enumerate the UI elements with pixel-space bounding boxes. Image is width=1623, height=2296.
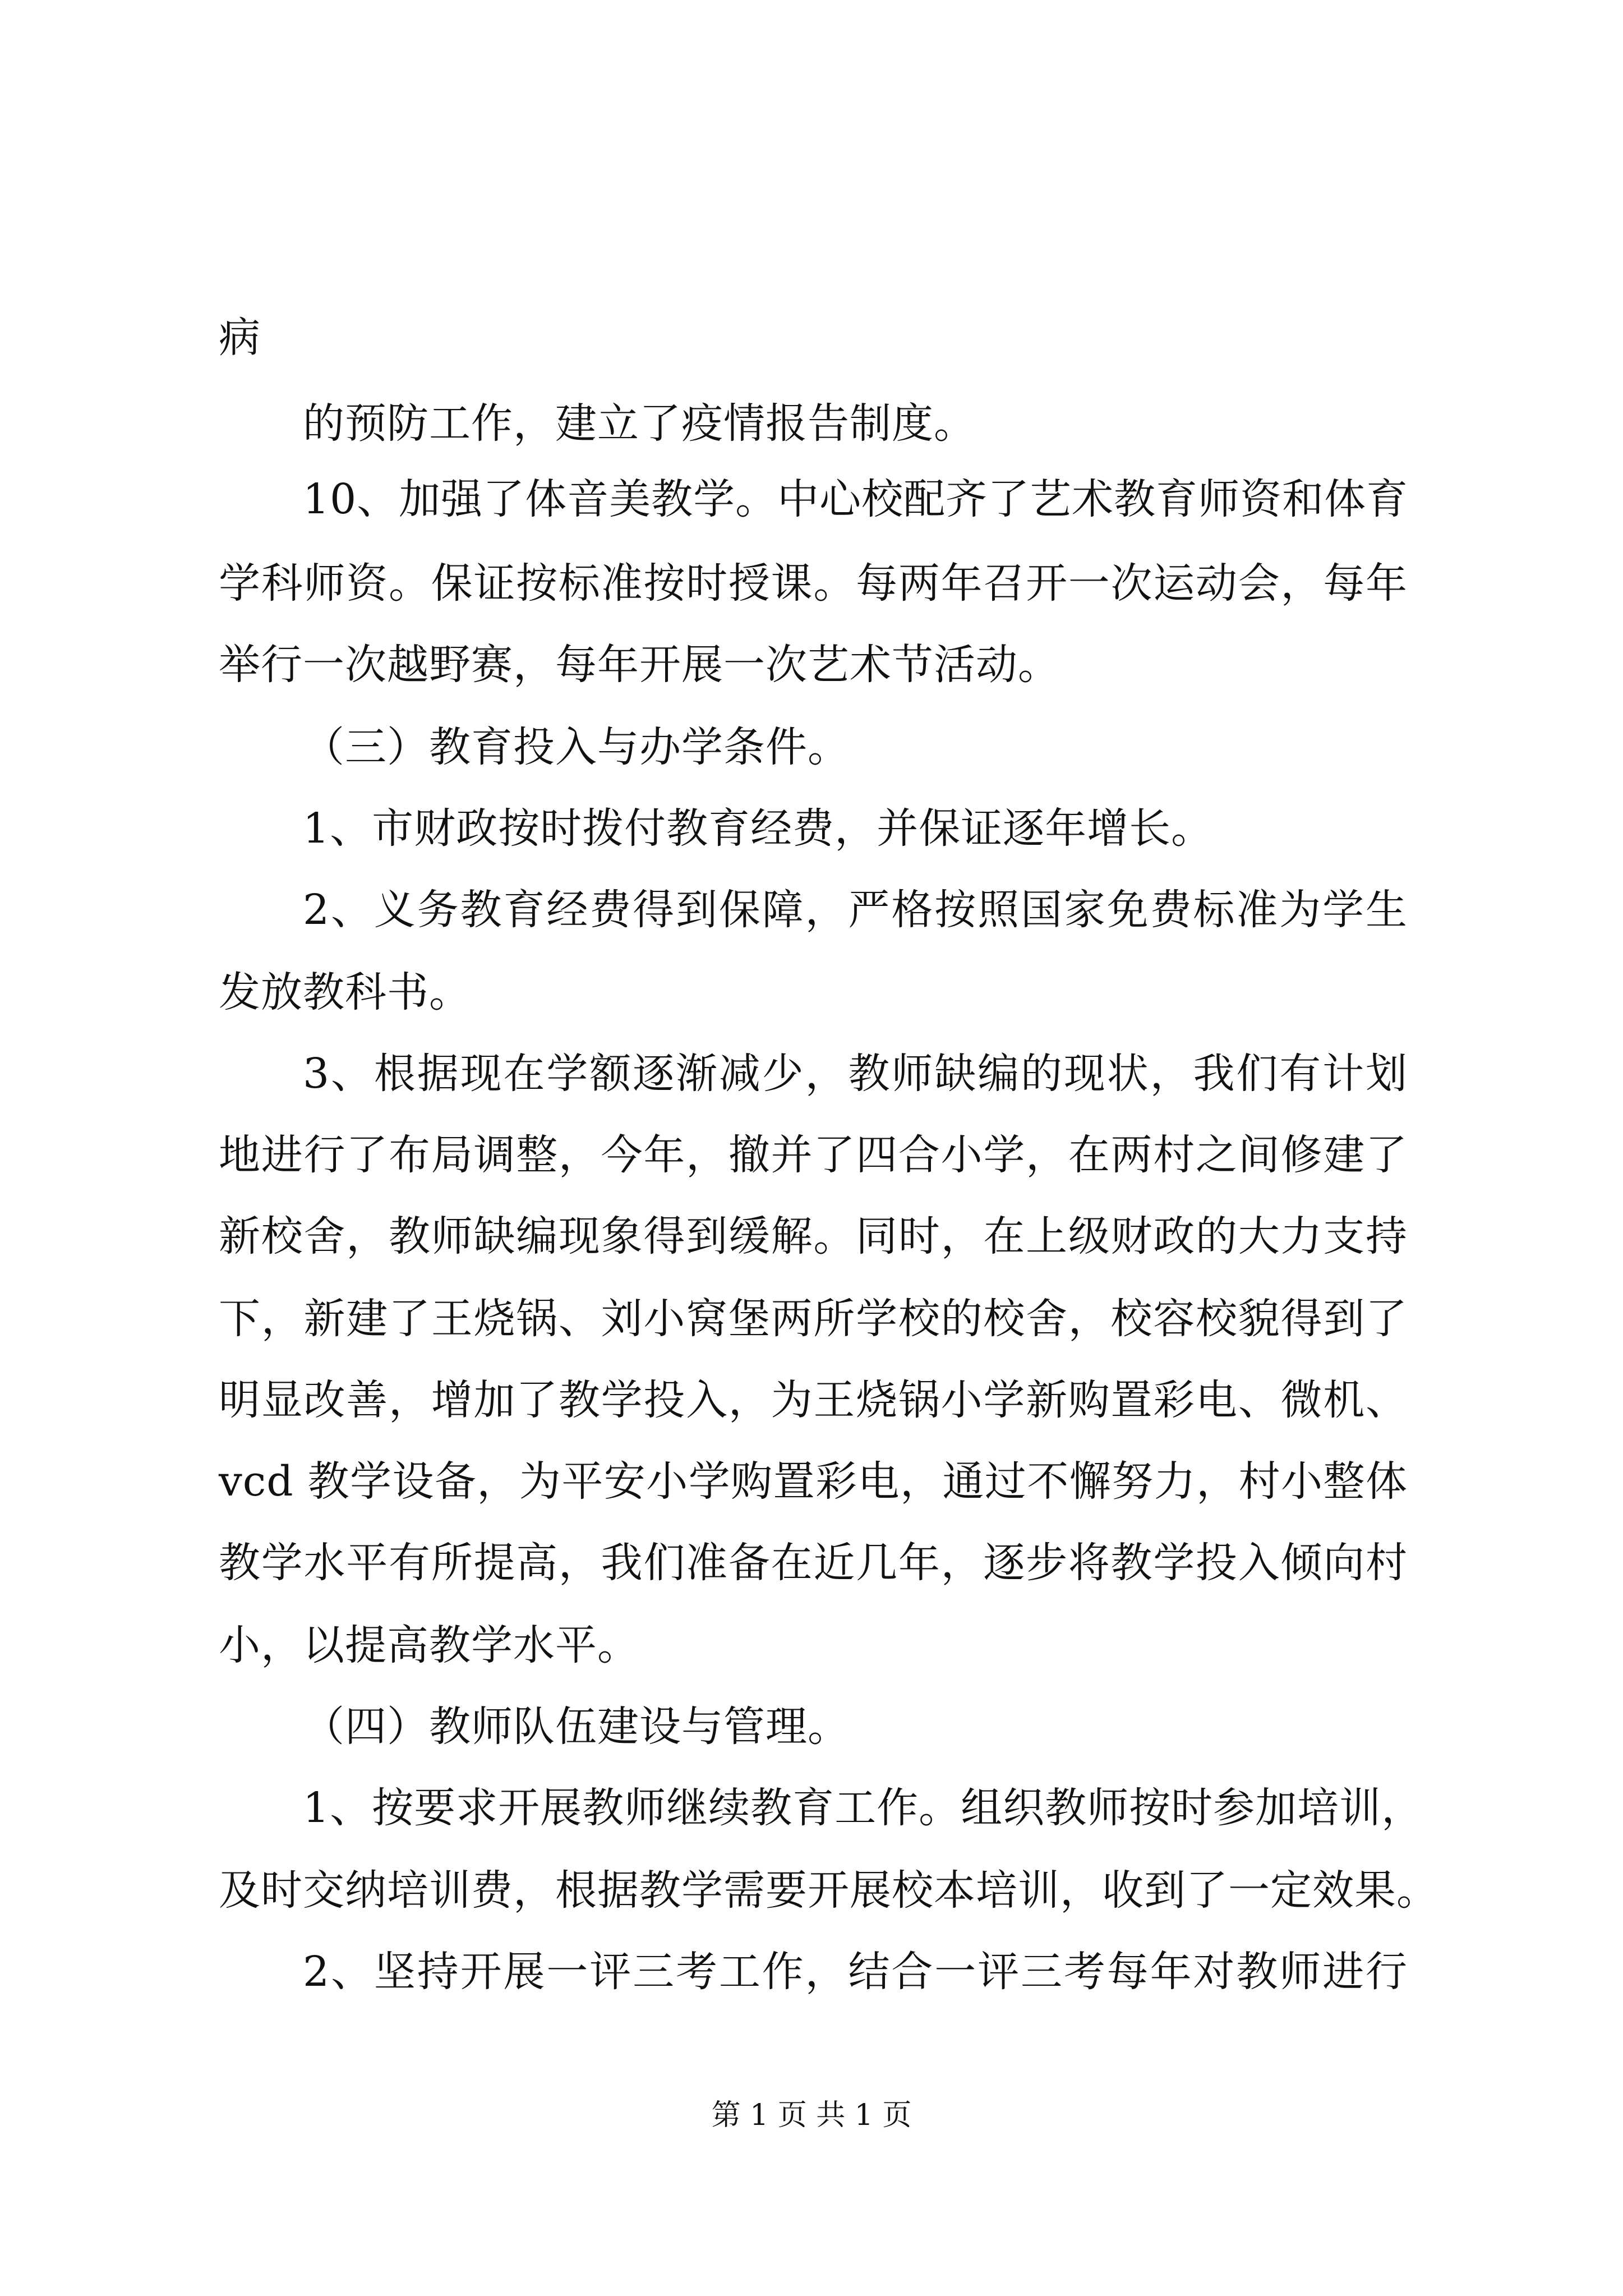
text-line-13: 下，新建了王烧锅、刘小窝堡两所学校的校舍，校容校貌得到了 xyxy=(219,1295,1408,1343)
text-line-11: 地进行了布局调整，今年，撤并了四合小学，在两村之间修建了 xyxy=(219,1131,1408,1179)
section-heading-4: （四）教师队伍建设与管理。 xyxy=(303,1703,850,1751)
text-line-2: 的预防工作，建立了疫情报告制度。 xyxy=(303,399,976,448)
text-line-5: 举行一次越野赛，每年开展一次艺术节活动。 xyxy=(219,641,1060,689)
text-line-12: 新校舍，教师缺编现象得到缓解。同时，在上级财政的大力支持 xyxy=(219,1212,1408,1260)
text-line-8: 2、义务教育经费得到保障，严格按照国家免费标准为学生 xyxy=(303,886,1408,934)
text-line-1: 病 xyxy=(219,314,261,362)
text-line-16: 教学水平有所提高，我们准备在近几年，逐步将教学投入倾向村 xyxy=(219,1539,1408,1587)
text-line-10: 3、根据现在学额逐渐减少，教师缺编的现状，我们有计划 xyxy=(303,1050,1408,1098)
text-line-19: 1、按要求开展教师继续教育工作。组织教师按时参加培训， xyxy=(303,1784,1424,1832)
text-line-15: vcd 教学设备，为平安小学购置彩电，通过不懈努力，村小整体 xyxy=(219,1457,1408,1506)
text-line-20: 及时交纳培训费，根据教学需要开展校本培训，收到了一定效果。 xyxy=(219,1866,1438,1915)
text-line-21: 2、坚持开展一评三考工作，结合一评三考每年对教师进行 xyxy=(303,1948,1408,1996)
text-line-3: 10、加强了体音美教学。中心校配齐了艺术教育师资和体育 xyxy=(303,475,1409,523)
text-line-7: 1、市财政按时拨付教育经费，并保证逐年增长。 xyxy=(303,804,1214,853)
text-line-17: 小，以提高教学水平。 xyxy=(219,1621,639,1669)
text-line-14: 明显改善，增加了教学投入，为王烧锅小学新购置彩电、微机、 xyxy=(219,1376,1408,1424)
section-heading-3: （三）教育投入与办学条件。 xyxy=(303,723,850,771)
page-number-footer: 第 1 页 共 1 页 xyxy=(711,2099,912,2132)
text-line-9: 发放教科书。 xyxy=(219,968,471,1016)
text-line-4: 学科师资。保证按标准按时授课。每两年召开一次运动会，每年 xyxy=(219,559,1408,608)
